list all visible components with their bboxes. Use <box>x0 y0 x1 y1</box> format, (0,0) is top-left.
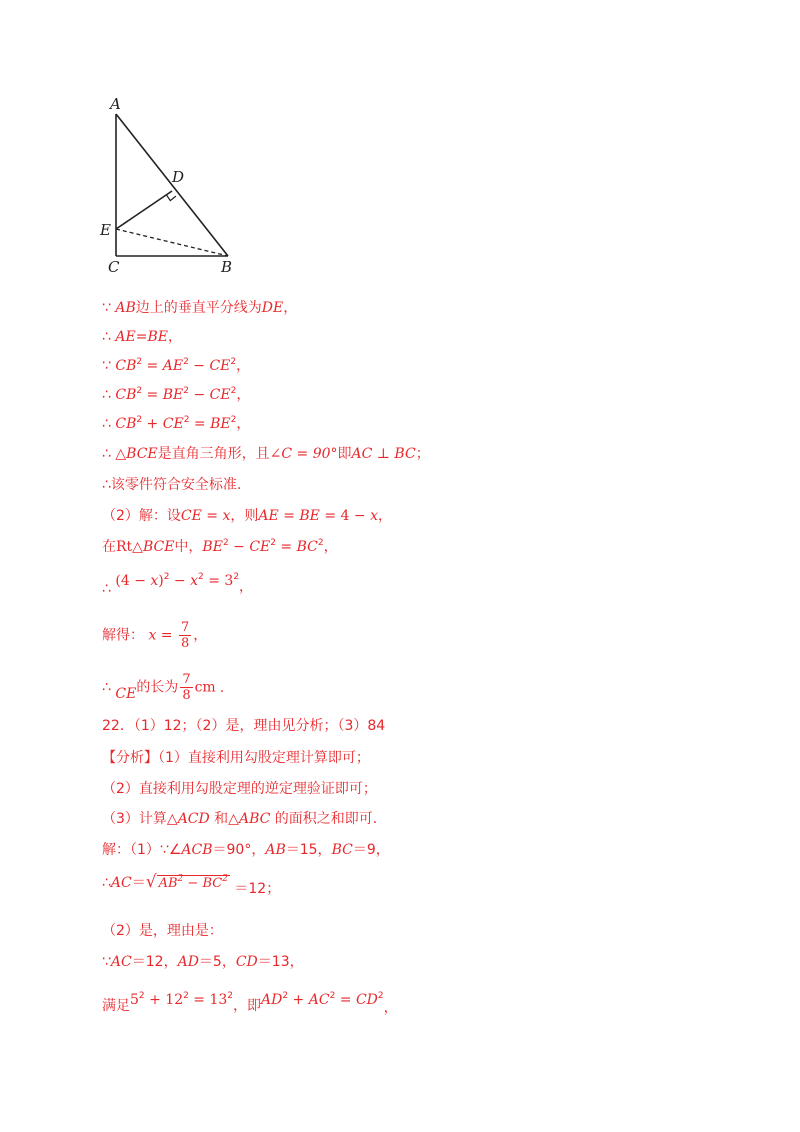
exponent: 2 <box>136 386 143 396</box>
text: ，即 <box>233 998 262 1014</box>
math: AE <box>258 508 279 524</box>
text: ＝5， <box>198 954 236 970</box>
math: + 12 <box>144 992 184 1008</box>
math: CE <box>249 539 271 555</box>
punct: ， <box>377 508 392 524</box>
text: （1）直接利用勾股定理计算即可； <box>158 750 370 766</box>
solution-line-3 <box>102 356 250 376</box>
vertex-label-b: B <box>221 258 233 276</box>
math: x <box>222 508 231 524</box>
math: AE <box>115 329 136 345</box>
math: AC <box>308 992 330 1008</box>
math: BE <box>202 539 223 555</box>
math: = <box>201 508 223 524</box>
analysis-label: 【分析】 <box>102 750 158 766</box>
vertex-label-c: C <box>108 258 120 276</box>
text: ∴ <box>102 875 111 891</box>
punct: ， <box>167 329 182 345</box>
text: 解：（1）∵∠ <box>102 842 182 858</box>
math: = <box>156 627 177 644</box>
math: x <box>148 627 157 644</box>
exponent: 2 <box>222 874 228 884</box>
solution-line-5 <box>102 414 250 434</box>
exponent: 2 <box>198 572 204 582</box>
math: BCE <box>126 446 158 462</box>
math: CD <box>235 954 258 970</box>
exponent: 2 <box>282 991 289 1001</box>
text: （2）是，理由是： <box>102 923 223 939</box>
math: x <box>190 573 199 589</box>
radicand <box>157 875 230 891</box>
math: ACB <box>181 842 213 858</box>
math: BC <box>202 876 223 891</box>
vertex-label-a: A <box>110 95 121 113</box>
math: x <box>370 508 378 524</box>
math: = <box>278 508 300 524</box>
unit-cm: cm <box>194 679 216 696</box>
fraction <box>180 672 192 703</box>
solution-line-11 <box>102 620 207 651</box>
math: + <box>142 416 163 432</box>
therefore-symbol: ∴ <box>102 446 111 462</box>
numerator: 7 <box>182 672 191 687</box>
math: = 13 <box>188 992 228 1008</box>
therefore-symbol: ∴ <box>102 581 111 597</box>
math: (4 − <box>115 573 151 589</box>
math: BC <box>331 842 353 858</box>
exponent: 2 <box>377 991 384 1001</box>
math: CE <box>162 416 184 432</box>
text: ＝ <box>131 875 146 891</box>
math: + <box>288 992 309 1008</box>
solution-line-6 <box>102 444 430 464</box>
math: BE <box>210 416 231 432</box>
text: （2）解：设 <box>102 508 181 524</box>
math: = <box>135 329 148 345</box>
text: ＝90°， <box>212 842 266 858</box>
math-de: DE <box>261 300 284 316</box>
text: 和△ <box>209 811 239 827</box>
exponent: 2 <box>136 357 143 367</box>
text: 的面积之和即可. <box>270 811 378 827</box>
exponent: 2 <box>183 386 189 396</box>
math: ) <box>158 573 164 589</box>
solution-22-line-5 <box>102 990 398 1016</box>
text: 满足 <box>102 998 130 1014</box>
exponent: 2 <box>317 538 324 548</box>
math: Rt△ <box>116 539 143 555</box>
math: − <box>188 358 210 374</box>
math: = <box>189 416 211 432</box>
text: 是直角三角形，且 <box>157 446 270 462</box>
math-ab: AB <box>115 300 136 316</box>
solution-line-8 <box>102 506 392 526</box>
math: ABC <box>238 811 271 827</box>
therefore-symbol: ∴ <box>102 416 111 432</box>
solution-line-9 <box>102 537 338 557</box>
math: CE <box>209 387 231 403</box>
therefore-symbol: ∴ <box>102 477 111 493</box>
because-symbol: ∵ <box>102 300 111 316</box>
exponent: 2 <box>163 572 170 582</box>
punct: ， <box>383 1000 398 1016</box>
exponent: 2 <box>230 357 237 367</box>
therefore-symbol: ∴ <box>102 329 111 345</box>
text: 中， <box>174 539 203 555</box>
math: BE <box>147 329 168 345</box>
math: = 4 − <box>319 508 371 524</box>
text: ，则 <box>230 508 259 524</box>
text: 该零件符合安全标准. <box>110 477 242 493</box>
fraction <box>179 620 191 651</box>
analysis-line-3 <box>102 809 377 829</box>
math: x <box>150 573 159 589</box>
math: − <box>183 876 203 891</box>
punct: ， <box>236 416 251 432</box>
math: BE <box>162 387 184 403</box>
math: AC <box>110 954 132 970</box>
text: 即 <box>337 446 352 462</box>
math: BE <box>299 508 320 524</box>
text: 22．（1）12；（2）是，理由见分析；（3）84 <box>102 718 386 734</box>
solution-line-7 <box>102 475 241 495</box>
exponent: 2 <box>230 415 237 425</box>
math: AB <box>158 876 178 891</box>
math: CB <box>115 387 137 403</box>
math: CB <box>115 358 137 374</box>
denominator: 8 <box>181 636 190 651</box>
text: 解得： <box>102 627 144 644</box>
math: ∠C = 90° <box>269 446 338 462</box>
math: BCE <box>142 539 175 555</box>
math: CE <box>209 358 231 374</box>
analysis-line-2 <box>102 779 377 799</box>
square-root <box>146 872 230 894</box>
triangle-figure <box>96 92 256 280</box>
text: （2）直接利用勾股定理的逆定理验证即可； <box>102 781 377 797</box>
math: AC ⊥ BC <box>351 446 416 462</box>
solution-line-4 <box>102 385 250 405</box>
exponent: 2 <box>222 538 229 548</box>
math: = <box>142 387 163 403</box>
punct: ， <box>236 387 251 403</box>
denominator: 8 <box>182 688 191 703</box>
punct: ； <box>415 446 430 462</box>
text: ＝9， <box>352 842 390 858</box>
analysis-line-1 <box>102 748 370 768</box>
math: = <box>142 358 163 374</box>
text: （3）计算△ <box>102 811 178 827</box>
math: BC <box>296 539 318 555</box>
exponent: 2 <box>183 415 190 425</box>
text: 在 <box>102 539 116 555</box>
punct: ， <box>239 579 254 595</box>
punct: ， <box>236 358 251 374</box>
vertex-label-e: E <box>100 221 111 239</box>
therefore-symbol: ∴ <box>102 679 111 696</box>
exponent: 2 <box>138 991 145 1001</box>
text: ∵ <box>102 954 111 970</box>
solution-22-line-2 <box>102 872 281 897</box>
math: − <box>228 539 250 555</box>
text: 的长为 <box>136 679 179 696</box>
segment-eb-dashed <box>116 229 228 256</box>
radical-sign: √ <box>145 872 157 892</box>
math: = <box>335 992 356 1008</box>
exponent: 2 <box>270 538 276 548</box>
solution-line-12 <box>102 672 224 703</box>
math: − <box>189 387 210 403</box>
text: ＝12， <box>131 954 178 970</box>
math: AD <box>261 992 283 1008</box>
because-symbol: ∵ <box>102 358 111 374</box>
math: CE <box>115 685 137 702</box>
segment-ed <box>116 191 172 229</box>
punct: . <box>219 679 225 696</box>
math: AC <box>110 875 132 891</box>
solution-22-line-3 <box>102 921 223 941</box>
text: 边上的垂直平分线为 <box>135 300 262 316</box>
math: AB <box>265 842 286 858</box>
exponent: 2 <box>227 991 234 1001</box>
punct: ， <box>193 627 208 644</box>
solution-line-2 <box>102 327 182 347</box>
exponent: 2 <box>230 386 237 396</box>
answer-line-22 <box>102 716 385 736</box>
triangle-symbol: △ <box>115 446 127 462</box>
text: ＝12； <box>229 881 281 897</box>
exponent: 2 <box>233 572 240 582</box>
solution-line-10 <box>102 571 254 597</box>
text: ＝13， <box>257 954 304 970</box>
math: CE <box>180 508 202 524</box>
math: AE <box>162 358 184 374</box>
punct: ， <box>323 539 338 555</box>
solution-22-line-4 <box>102 952 304 972</box>
vertex-label-d: D <box>172 168 185 186</box>
therefore-symbol: ∴ <box>102 387 111 403</box>
exponent: 2 <box>183 991 189 1001</box>
math: 5 <box>130 992 139 1008</box>
math: CB <box>115 416 137 432</box>
right-angle-mark <box>166 195 176 201</box>
exponent: 2 <box>329 991 336 1001</box>
text: ＝15， <box>285 842 332 858</box>
math: CD <box>355 992 378 1008</box>
exponent: 2 <box>177 874 184 884</box>
solution-22-line-1 <box>102 840 390 860</box>
exponent: 2 <box>183 357 189 367</box>
math: = 3 <box>203 573 234 589</box>
math: − <box>169 573 191 589</box>
punct: ， <box>283 300 298 316</box>
math: = <box>275 539 297 555</box>
math: ACD <box>177 811 210 827</box>
math: AD <box>177 954 199 970</box>
solution-line-1 <box>102 298 297 318</box>
numerator: 7 <box>181 620 190 635</box>
exponent: 2 <box>136 415 143 425</box>
